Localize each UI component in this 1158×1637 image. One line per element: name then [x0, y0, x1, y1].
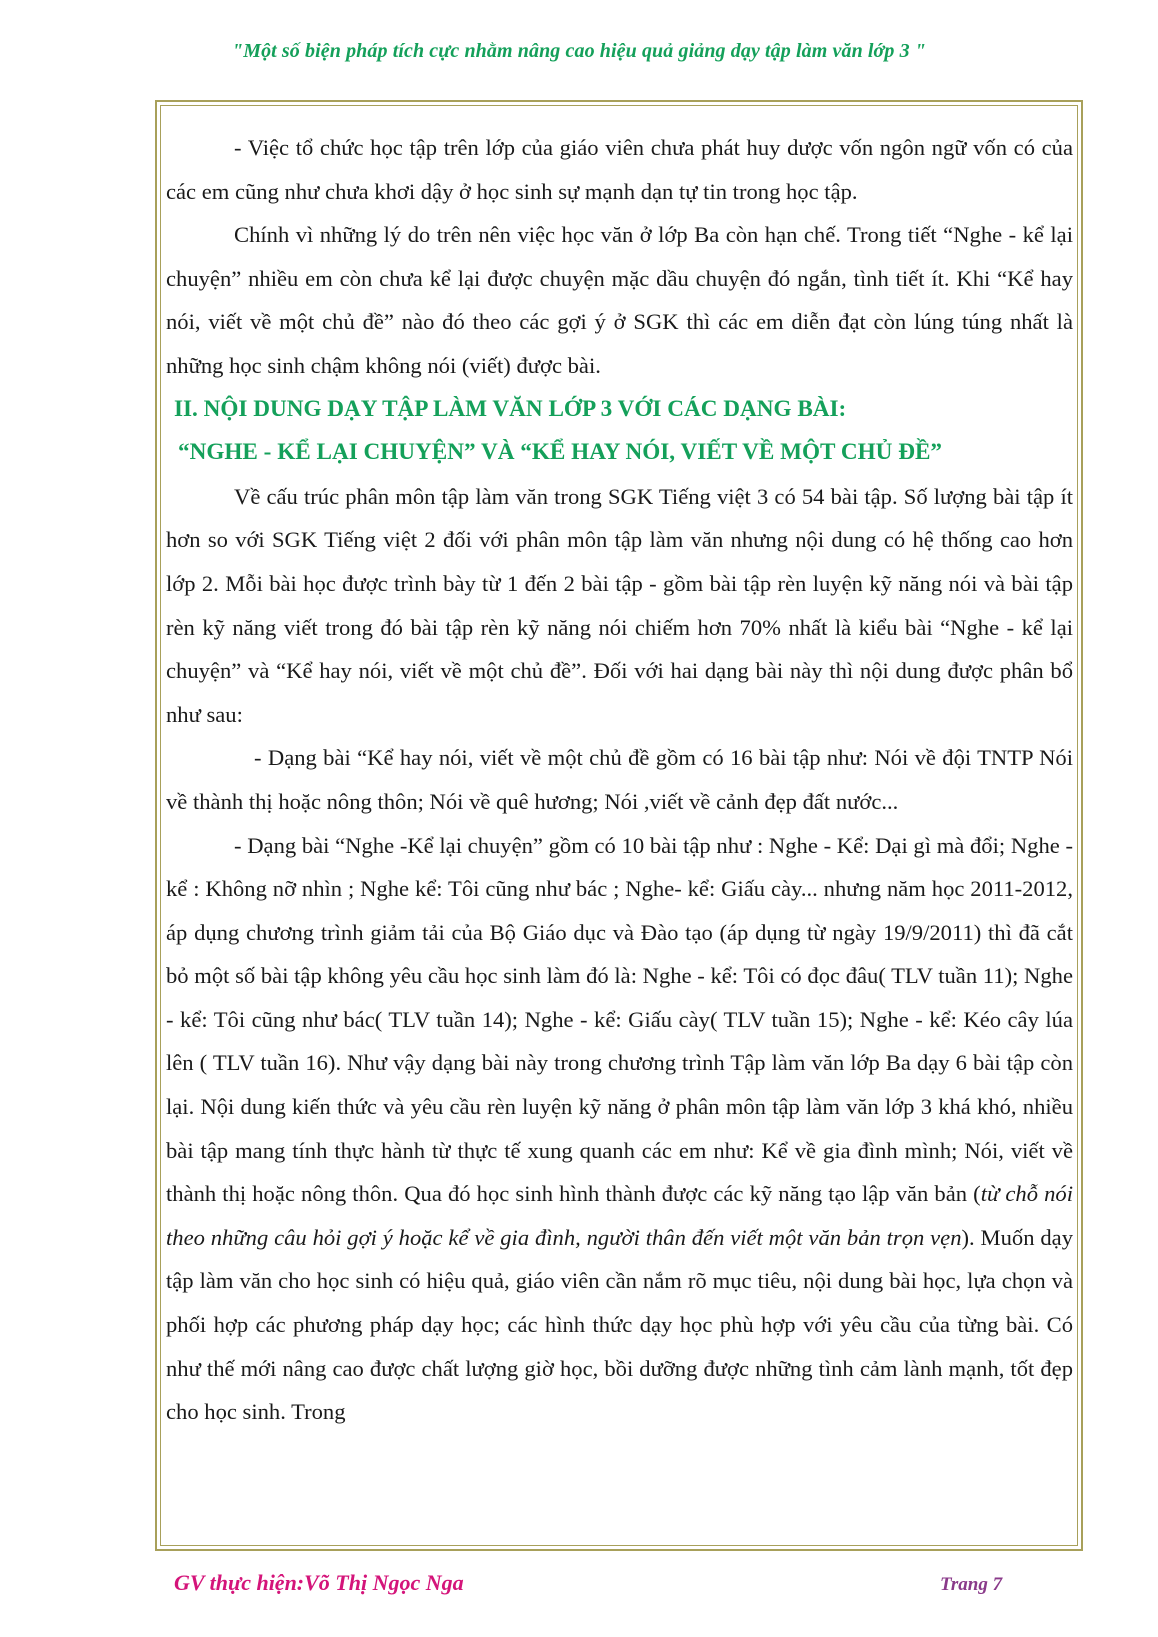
section-heading-line-2: “NGHE - KỂ LẠI CHUYỆN” VÀ “KỂ HAY NÓI, VIẾT VỀ MỘT CHỦ ĐỀ” — [178, 439, 943, 466]
paragraph-5-italic: từ chỗ nói theo những câu hỏi gợi ý hoặc kể về gia đình, người thân đến viết một văn bản trọn vẹn — [166, 1181, 1074, 1250]
paragraph-5-part-a: - Dạng bài “Nghe -Kể lại chuyện” gồm có 10 bài tập như : Nghe - Kể: Dại gì mà đổi; Nghe - kể : Không nỡ nhìn ; Nghe kể: Tôi cũng như bác ; Nghe- kể: Giấu cày... nhưng năm học 2011-2012, áp dụng chương trình giảm tải của Bộ Giáo dục và Đào tạo (áp dụng từ ngày 19/9/2011) thì đã cắt bỏ một số bài tập không yêu cầu học sinh làm đó là: Nghe - kể: Tôi có đọc đâu( TLV tuần 11); Nghe - kể: Tôi cũng như bác( TLV tuần 14); Nghe - kể: Giấu cày( TLV tuần 15); Nghe - kể: Kéo cây lúa lên ( TLV tuần 16). Như vậy dạng bài này trong chương trình Tập làm văn lớp Ba dạy 6 bài tập còn lại. Nội dung kiến thức và yêu cầu rèn luyện kỹ năng ở phân môn tập làm văn lớp 3 khá khó, nhiều bài tập mang tính thực hành từ thực tế xung quanh các em như: Kể về gia đình mình; Nói, viết về thành thị hoặc nông thôn. Qua đó học sinh hình thành được các kỹ năng tạo lập văn bản ( — [166, 832, 1073, 1207]
footer-author: GV thực hiện:Võ Thị Ngọc Nga — [174, 1570, 464, 1595]
paragraph-2: Chính vì những lý do trên nên việc học văn ở lớp Ba còn hạn chế. Trong tiết “Nghe - kể lại chuyện” nhiều em còn chưa kể lại được chuyện mặc dầu chuyện đó ngắn, tình tiết ít. Khi “Kể hay nói, viết về một chủ đề” nào đó theo các gợi ý ở SGK thì các em diễn đạt còn lúng túng nhất là những học sinh chậm không nói (viết) được bài. — [166, 222, 1073, 378]
document-body — [166, 126, 1073, 1434]
paragraph-5 — [166, 824, 1073, 1434]
paragraph-5-part-b: ). Muốn dạy tập làm văn cho học sinh có hiệu quả, giáo viên cần nắm rõ mục tiêu, nội dung bài học, lựa chọn và phối hợp các phương pháp dạy học; các hình thức dạy học phù hợp với yêu cầu của từng bài. Có như thế mới nâng cao được chất lượng giờ học, bồi dưỡng được những tình cảm lành mạnh, tốt đẹp cho học sinh. Trong — [166, 1224, 1073, 1425]
paragraph-3: Về cấu trúc phân môn tập làm văn trong SGK Tiếng việt 3 có 54 bài tập. Số lượng bài tập ít hơn so với SGK Tiếng việt 2 đối với phân môn tập làm văn nhưng nội dung có hệ thống cao hơn lớp 2. Mỗi bài học được trình bày từ 1 đến 2 bài tập - gồm bài tập rèn luyện kỹ năng nói và bài tập rèn kỹ năng viết trong đó bài tập rèn kỹ năng nói chiếm hơn 70% nhất là kiểu bài “Nghe - kể lại chuyện” và “Kể hay nói, viết về một chủ đề”. Đối với hai dạng bài này thì nội dung được phân bổ như sau: — [166, 483, 1073, 727]
paragraph-1: - Việc tổ chức học tập trên lớp của giáo viên chưa phát huy dược vốn ngôn ngữ vốn có của các em cũng như chưa khơi dậy ở học sinh sự mạnh dạn tự tin trong học tập. — [166, 135, 1073, 204]
paragraph-4: - Dạng bài “Kể hay nói, viết về một chủ đề gồm có 16 bài tập như: Nói về đội TNTP Nói về thành thị hoặc nông thôn; Nói về quê hương; Nói ,viết về cảnh đẹp đất nước... — [166, 745, 1073, 814]
document-header-title: "Một số biện pháp tích cực nhằm nâng cao hiệu quả giảng dạy tập làm văn lớp 3 " — [231, 40, 926, 62]
footer-page-number: Trang 7 — [940, 1574, 1003, 1595]
section-heading-line-1: II. NỘI DUNG DẠY TẬP LÀM VĂN LỚP 3 VỚI CÁC DẠNG BÀI: — [174, 395, 847, 422]
